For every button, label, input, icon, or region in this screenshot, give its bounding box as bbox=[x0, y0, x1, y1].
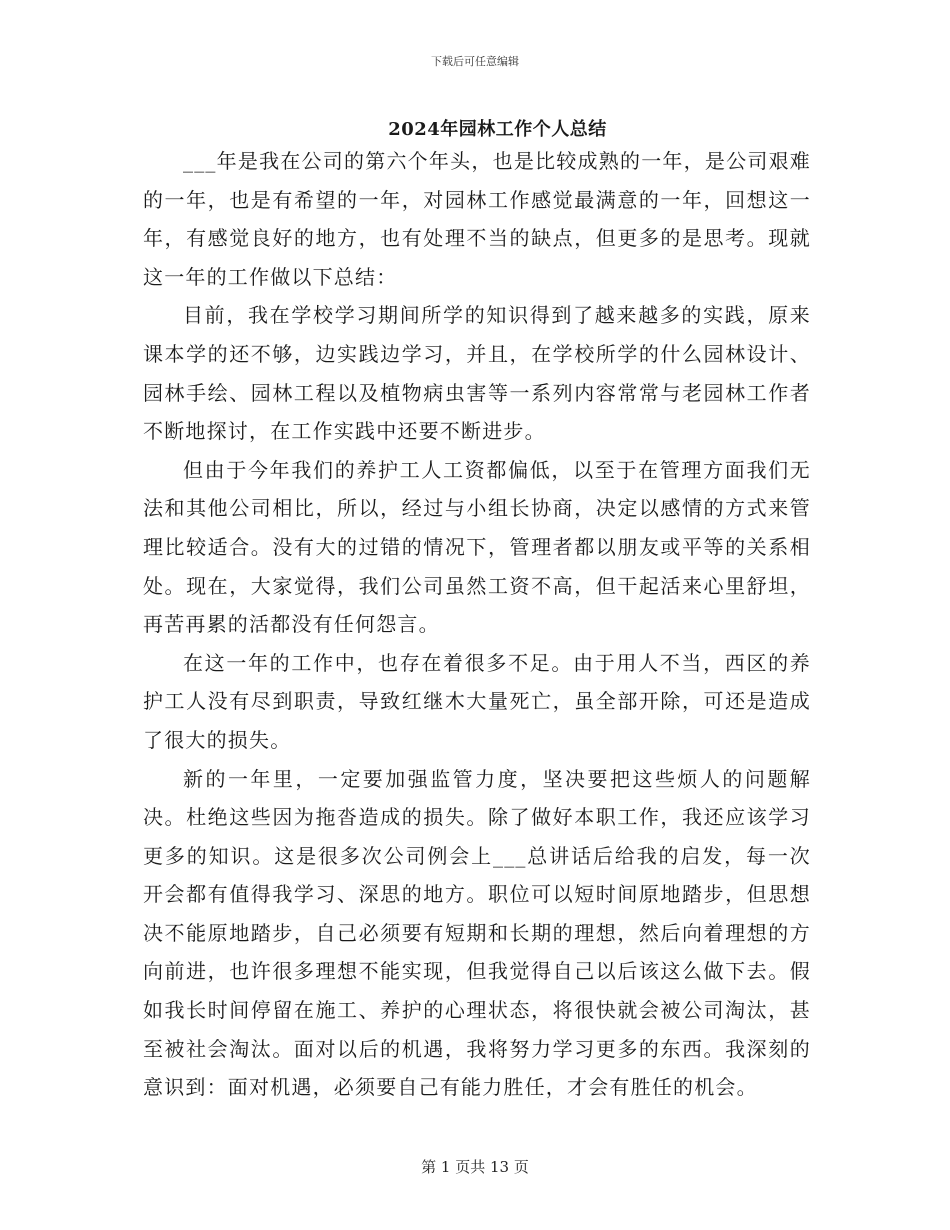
document-title: 2024年园林工作个人总结 bbox=[388, 119, 607, 140]
paragraph: ___年是我在公司的第六个年头，也是比较成熟的一年，是公司艰难的一年，也是有希望的一年，对园林工作感觉最满意的一年，回想这一年，有感觉良好的地方，也有处理不当的缺点，但更多的是思考。现就这一年的工作做以下总结： bbox=[143, 149, 811, 289]
download-note: 下载后可任意编辑 bbox=[431, 55, 519, 68]
paragraph: 新的一年里，一定要加强监管力度，坚决要把这些烦人的问题解决。杜绝这些因为拖沓造成的损失。除了做好本职工作，我还应该学习更多的知识。这是很多次公司例会上___总讲话后给我的启发，每一次开会都有值得我学习、深思的地方。职位可以短时间原地踏步，但思想决不能原地踏步，自己必须要有短期和长期的理想，然后向着理想的方向前进，也许很多理想不能实现，但我觉得自己以后该这么做下去。假如我长时间停留在施工、养护的心理状态，将很快就会被公司淘汰，甚至被社会淘汰。面对以后的机遇，我将努力学习更多的东西。我深刻的意识到：面对机遇，必须要自己有能力胜任，才会有胜任的机会。 bbox=[143, 766, 811, 1100]
document-body bbox=[143, 142, 811, 1107]
page-number: 第 1 页共 13 页 bbox=[421, 1158, 529, 1176]
paragraph: 在这一年的工作中，也存在着很多不足。由于用人不当，西区的养护工人没有尽到职责，导致红继木大量死亡，虽全部开除，可还是造成了很大的损失。 bbox=[143, 650, 811, 752]
paragraph: 目前，我在学校学习期间所学的知识得到了越来越多的实践，原来课本学的还不够，边实践边学习，并且，在学校所学的什么园林设计、园林手绘、园林工程以及植物病虫害等一系列内容常常与老园林工作者不断地探讨，在工作实践中还要不断进步。 bbox=[143, 303, 811, 444]
paragraph: 但由于今年我们的养护工人工资都偏低，以至于在管理方面我们无法和其他公司相比，所以，经过与小组长协商，决定以感情的方式来管理比较适合。没有大的过错的情况下，管理者都以朋友或平等的关系相处。现在，大家觉得，我们公司虽然工资不高，但干起活来心里舒坦，再苦再累的活都没有任何怨言。 bbox=[143, 457, 811, 637]
